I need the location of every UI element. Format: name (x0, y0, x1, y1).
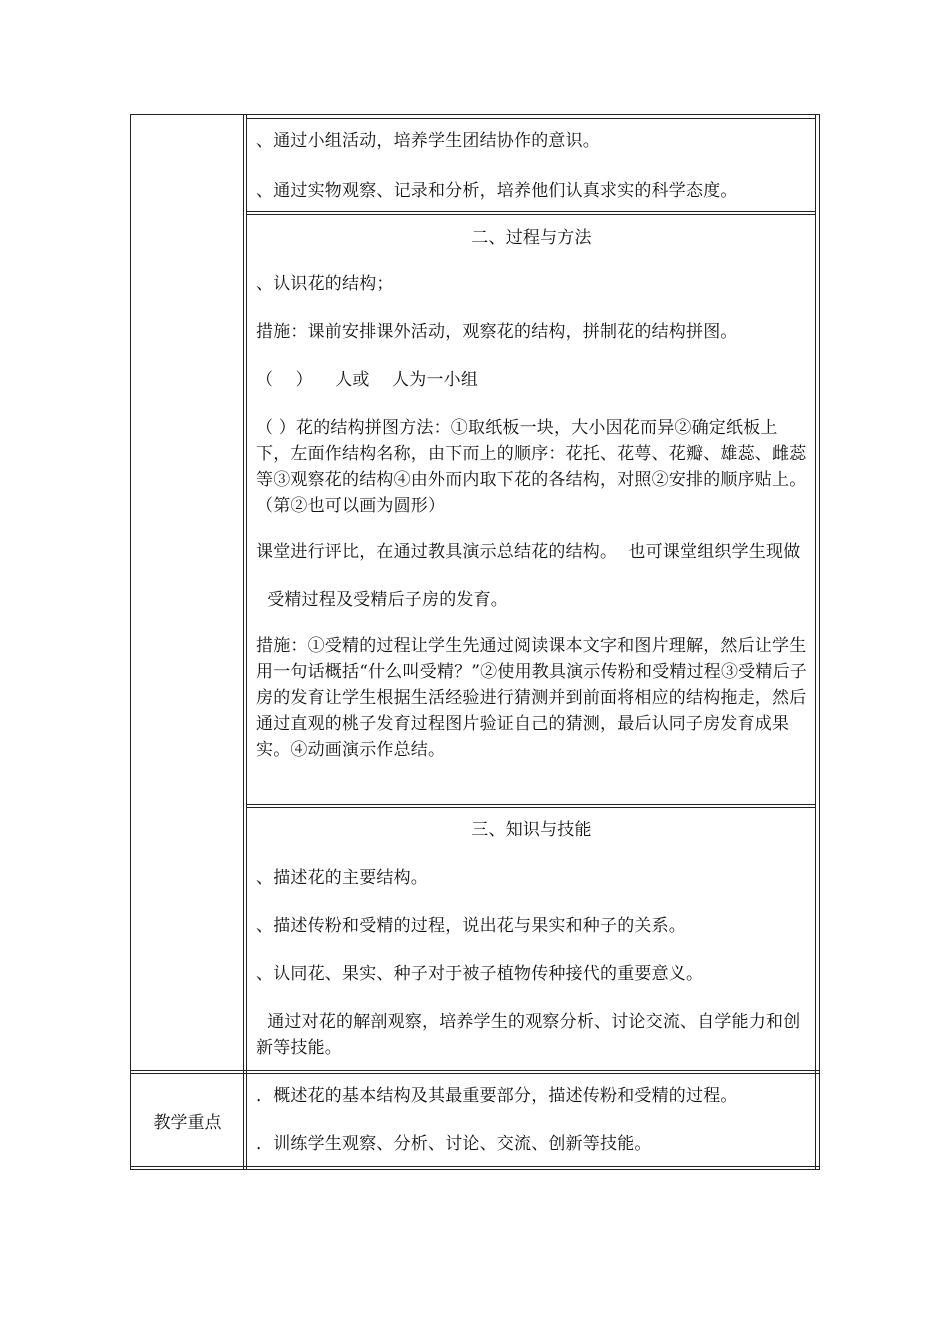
knowledge-line-3: 、认同花、果实、种子对于被子植物传种接代的重要意义。 (256, 964, 704, 984)
column-divider (243, 114, 244, 1170)
process-measure-1: 措施：课前安排课外活动，观察花的结构，拼制花的结构拼图。 (256, 322, 738, 342)
top-border-inner (246, 118, 816, 119)
section-knowledge (247, 817, 815, 1061)
key-points-label: 教学重点 (153, 1113, 222, 1133)
process-item-1: 、认识花的结构； (256, 274, 394, 294)
section-process (247, 225, 815, 763)
row-divider-2b (246, 807, 816, 808)
key-point-2: ．训练学生观察、分析、讨论、交流、创新等技能。 (256, 1134, 652, 1154)
bottom-border-inner (130, 1166, 820, 1167)
section-title: 三、知识与技能 (471, 820, 592, 840)
row-divider-1 (246, 211, 816, 212)
process-evaluate: 课堂进行评比，在通过教具演示总结花的结构。 也可课堂组织学生现做 (256, 542, 801, 562)
process-group: （ ） 人或 人为一小组 (256, 370, 479, 390)
knowledge-line-4: 通过对花的解剖观察，培养学生的观察分析、讨论交流、自学能力和创新等技能。 (256, 1012, 801, 1058)
knowledge-line-1: 、描述花的主要结构。 (256, 868, 428, 888)
process-item-2: 受精过程及受精后子房的发育。 (256, 590, 509, 610)
right-border-inner (815, 114, 816, 1170)
knowledge-line-2: 、描述传粉和受精的过程，说出花与果实和种子的关系。 (256, 916, 686, 936)
process-measure-2: 措施：①受精的过程让学生先通过阅读课本文字和图片理解，然后让学生用一句话概括“什么叫受精？”②使用教具演示传粉和受精过程③受精后子房的发育让学生根据生活经验进行猜测并到前面将相应的结构拖走，然后通过直观的桃子发育过程图片验证自己的猜测，最后认同子房发育成果实。④动画演示作总结。 (256, 636, 807, 760)
attitude-line-2: 、通过实物观察、记录和分析，培养他们认真求实的科学态度。 (256, 181, 738, 201)
row-divider-1b (246, 214, 816, 215)
section-key-points (247, 1083, 815, 1157)
row-divider-2 (246, 804, 816, 805)
row-divider-3 (130, 1070, 820, 1071)
section-attitude (247, 128, 815, 204)
attitude-line-1: 、通过小组活动，培养学生团结协作的意识。 (256, 131, 600, 151)
section-title: 二、过程与方法 (471, 228, 592, 248)
row-divider-3b (130, 1073, 820, 1074)
key-point-1: ．概述花的基本结构及其最重要部分，描述传粉和受精的过程。 (256, 1086, 738, 1106)
process-method: （ ）花的结构拼图方法：①取纸板一块，大小因花而异②确定纸板上下，左面作结构名称，由下而上的顺序：花托、花萼、花瓣、雄蕊、雌蕊等③观察花的结构④由外而内取下花的各结构，对照②安排的顺序贴上。（第②也可以画为圆形） (256, 418, 807, 516)
